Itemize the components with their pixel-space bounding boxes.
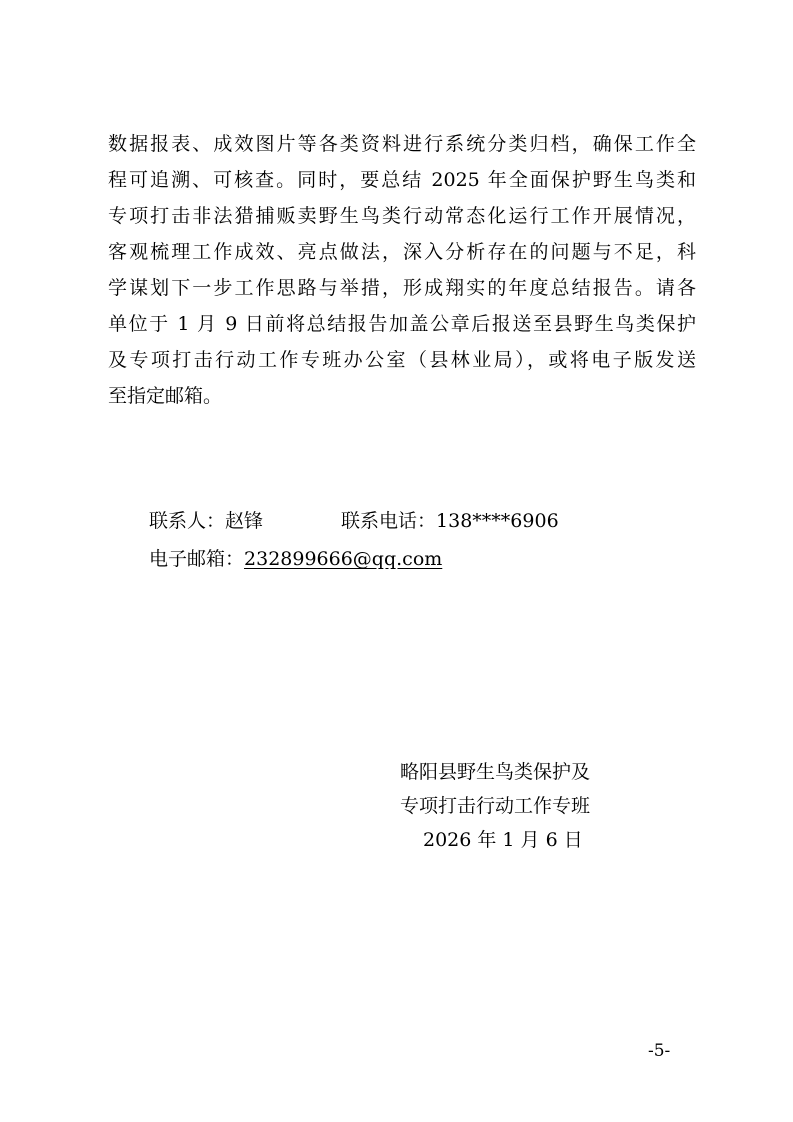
signature-org-line-2: 专项打击行动工作专班 [400,795,591,817]
signature-org-line-1: 略阳县野生鸟类保护及 [400,761,591,783]
signature-block [400,755,640,857]
contact-person-label: 联系人： [149,510,226,532]
contact-person-name: 赵锋 [225,510,264,532]
contact-email-link[interactable]: 232899666@qq.com [244,548,443,570]
signature-date: 2026 年 1 月 6 日 [423,829,583,851]
body-line: 程可追溯、可核查。同时，要总结 2025 年全面保护野生鸟类和 [108,169,696,191]
body-line: 及专项打击行动工作专班办公室（县林业局），或将电子版发送 [108,349,696,371]
body-line: 数据报表、成效图片等各类资料进行系统分类归档，确保工作全 [108,133,696,155]
body-line: 客观梳理工作成效、亮点做法，深入分析存在的问题与不足，科 [108,241,696,263]
page-number: -5- [648,1041,671,1061]
body-line: 单位于 1 月 9 日前将总结报告加盖公章后报送至县野生鸟类保护 [108,313,696,335]
contact-block [149,502,559,578]
contact-person-row [149,502,559,540]
body-line: 至指定邮箱。 [108,385,223,407]
body-line: 专项打击非法猎捕贩卖野生鸟类行动常态化运行工作开展情况， [108,205,696,227]
body-line: 学谋划下一步工作思路与举措，形成翔实的年度总结报告。请各 [108,277,696,299]
contact-phone-label: 联系电话： [341,510,437,532]
contact-email-label: 电子邮箱： [149,548,245,570]
contact-email-row [149,540,559,578]
body-paragraph [108,126,696,414]
contact-phone-value: 138****6906 [436,510,559,532]
